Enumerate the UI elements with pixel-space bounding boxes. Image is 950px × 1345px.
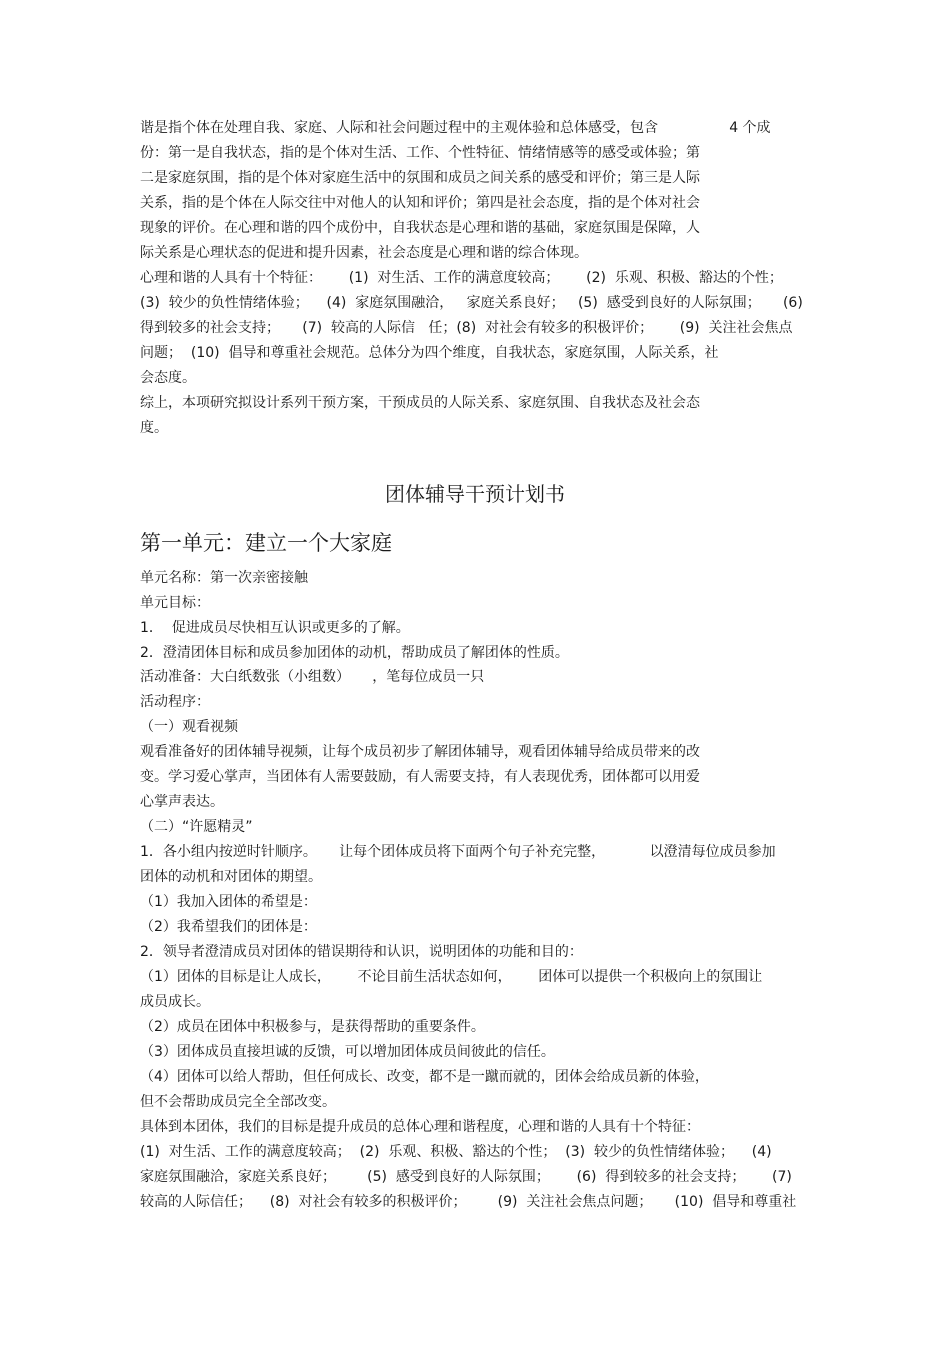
intro-line: 问题； (10) 倡导和尊重社会规范。总体分为四个维度，自我状态，家庭氛围，人际关系，社	[140, 345, 719, 361]
intro-line: 份：第一是自我状态，指的是个体对生活、工作、个性特征、情绪情感等的感受或体验；第	[140, 145, 700, 161]
intro-line: 关系，指的是个体在人际交往中对他人的认知和评价；第四是社会态度，指的是个体对社会	[140, 195, 700, 211]
body-line: 1．各小组内按逆时针顺序。 让每个团体成员将下面两个句子补充完整， 以澄清每位成员参加	[140, 844, 776, 860]
intro-line: 谐是指个体在处理自我、家庭、人际和社会问题过程中的主观体验和总体感受，包含 4 个成	[140, 120, 771, 136]
intro-line: 二是家庭氛围，指的是个体对家庭生活中的氛围和成员之间关系的感受和评价；第三是人际	[140, 170, 700, 186]
intro-line: 得到较多的社会支持； (7) 较高的人际信 任；(8) 对社会有较多的积极评价； (9) 关注社会焦点	[140, 320, 793, 336]
body-line: 家庭氛围融洽，家庭关系良好； (5) 感受到良好的人际氛围； (6) 得到较多的社会支持； (7)	[140, 1169, 792, 1185]
intro-line: 度。	[140, 420, 168, 436]
body-line: （2）我希望我们的团体是：	[140, 919, 317, 935]
body-line: 心掌声表达。	[140, 794, 224, 810]
body-line: （2）成员在团体中积极参与，是获得帮助的重要条件。	[140, 1019, 485, 1035]
body-line: （1）我加入团体的希望是：	[140, 894, 317, 910]
intro-line: 心理和谐的人具有十个特征： (1) 对生活、工作的满意度较高； (2) 乐观、积极、豁达的个性；	[140, 270, 783, 286]
body-line: （二）“许愿精灵”	[140, 819, 253, 835]
body-line: （3）团体成员直接坦诚的反馈，可以增加团体成员间彼此的信任。	[140, 1044, 555, 1060]
body-line: 2．领导者澄清成员对团体的错误期待和认识，说明团体的功能和目的：	[140, 944, 583, 960]
body-line: 较高的人际信任； (8) 对社会有较多的积极评价； (9) 关注社会焦点问题； (10) 倡导和尊重社	[140, 1194, 797, 1210]
body-line: （一）观看视频	[140, 719, 238, 735]
body-line: 团体的动机和对团体的期望。	[140, 869, 322, 885]
body-line: 活动程序：	[140, 694, 210, 710]
document-title: 团体辅导干预计划书	[385, 482, 565, 506]
body-line: 活动准备：大白纸数张（小组数） ，笔每位成员一只	[140, 669, 485, 685]
intro-line: 际关系是心理状态的促进和提升因素，社会态度是心理和谐的综合体现。	[140, 245, 588, 261]
intro-line: 会态度。	[140, 370, 196, 386]
body-line: （4）团体可以给人帮助，但任何成长、改变，都不是一蹴而就的，团体会给成员新的体验，	[140, 1069, 709, 1085]
intro-line: 现象的评价。在心理和谐的四个成份中，自我状态是心理和谐的基础，家庭氛围是保障，人	[140, 220, 700, 236]
body-line: 但不会帮助成员完全全部改变。	[140, 1094, 336, 1110]
body-line: 单元目标：	[140, 595, 210, 611]
body-line: 成员成长。	[140, 994, 210, 1010]
body-line: 具体到本团体，我们的目标是提升成员的总体心理和谐程度，心理和谐的人具有十个特征：	[140, 1119, 700, 1135]
unit-heading: 第一单元：建立一个大家庭	[140, 531, 392, 555]
body-line: 1． 促进成员尽快相互认识或更多的了解。	[140, 620, 410, 636]
body-line: 观看准备好的团体辅导视频，让每个成员初步了解团体辅导，观看团体辅导给成员带来的改	[140, 744, 700, 760]
intro-line: (3) 较少的负性情绪体验； (4) 家庭氛围融洽， 家庭关系良好； (5) 感受到良好的人际氛围； (6)	[140, 295, 803, 311]
body-line: 变。学习爱心掌声，当团体有人需要鼓励，有人需要支持，有人表现优秀，团体都可以用爱	[140, 769, 700, 785]
intro-line: 综上，本项研究拟设计系列干预方案，干预成员的人际关系、家庭氛围、自我状态及社会态	[140, 395, 700, 411]
body-line: （1）团体的目标是让人成长， 不论目前生活状态如何， 团体可以提供一个积极向上的氛围让	[140, 969, 763, 985]
body-line: (1) 对生活、工作的满意度较高； (2) 乐观、积极、豁达的个性； (3) 较少的负性情绪体验； (4)	[140, 1144, 772, 1160]
body-line: 单元名称：第一次亲密接触	[140, 570, 308, 586]
body-line: 2．澄清团体目标和成员参加团体的动机，帮助成员了解团体的性质。	[140, 645, 569, 661]
